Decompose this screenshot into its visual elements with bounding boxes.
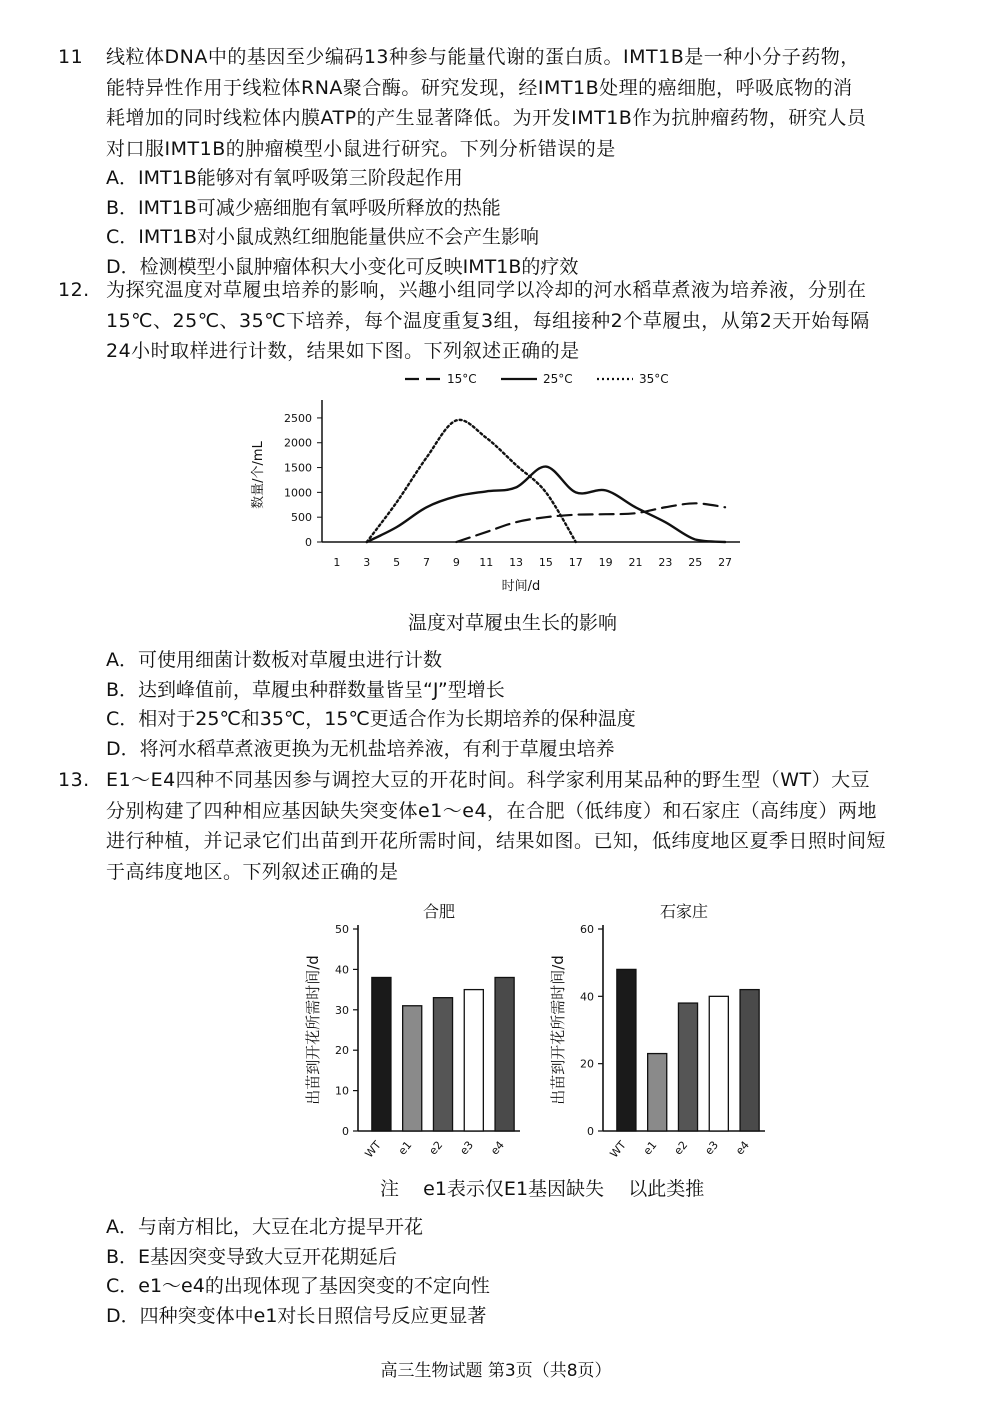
- bar-e1: [648, 1054, 667, 1131]
- option-d: D．检测模型小鼠肿瘤体积大小变化可反映IMT1B的疗效: [106, 255, 579, 278]
- y-tick-label: 0: [305, 536, 312, 549]
- x-tick-label: e1: [640, 1138, 660, 1158]
- bar-e4: [740, 990, 759, 1131]
- series-line-35°C: [367, 420, 576, 542]
- x-tick-label: e3: [457, 1138, 477, 1158]
- option-b: B．达到峰值前，草履虫种群数量皆呈“J”型增长: [106, 678, 505, 701]
- x-tick-label: 19: [598, 556, 613, 569]
- bar-e2: [433, 998, 452, 1131]
- chart-title: 合肥: [422, 902, 456, 921]
- x-axis-label: 时间/d: [501, 579, 541, 594]
- y-axis-label: 数量/个/mL: [251, 441, 266, 509]
- y-axis-label: 出苗到开花所需时间/d: [549, 955, 567, 1105]
- option-c: C．e1～e4的出现体现了基因突变的不定向性: [106, 1275, 490, 1297]
- series-line-15°C: [456, 503, 725, 542]
- y-tick-label: 20: [335, 1044, 349, 1058]
- question-11: [58, 42, 938, 282]
- x-tick-label: 17: [568, 556, 583, 569]
- question-line: 对口服IMT1B的肿瘤模型小鼠进行研究。下列分析错误的是: [106, 137, 616, 160]
- y-tick-label: 500: [291, 511, 312, 525]
- question-number: 13.: [58, 769, 90, 791]
- y-tick-label: 1000: [284, 486, 312, 500]
- y-tick-label: 20: [580, 1057, 594, 1071]
- y-axis-label: 出苗到开花所需时间/d: [304, 955, 322, 1105]
- option-d: D．将河水稻草煮液更换为无机盐培养液，有利于草履虫培养: [106, 737, 615, 760]
- bar-e3: [709, 996, 728, 1131]
- legend-label: 35°C: [639, 372, 669, 386]
- x-tick-label: 23: [658, 556, 673, 569]
- y-tick-label: 30: [335, 1003, 349, 1017]
- option-c: C．IMT1B对小鼠成熟红细胞能量供应不会产生影响: [106, 226, 539, 248]
- question-number: 12.: [58, 279, 90, 301]
- y-tick-label: 2000: [284, 436, 312, 450]
- x-tick-label: 1: [333, 556, 341, 569]
- y-tick-label: 60: [580, 923, 594, 936]
- line-chart: [240, 362, 760, 602]
- x-tick-label: 15: [538, 556, 553, 569]
- y-tick-label: 1500: [284, 461, 312, 475]
- chart-title: 石家庄: [659, 902, 709, 921]
- question-line: 11 线粒体DNA中的基因至少编码13种参与能量代谢的蛋白质。IMT1B是一种小分子药物，: [58, 42, 938, 73]
- question-13-options: [58, 1213, 938, 1331]
- x-tick-label: e3: [702, 1138, 722, 1158]
- x-tick-label: 27: [718, 556, 733, 569]
- y-tick-label: 0: [587, 1125, 594, 1138]
- option-d: D．四种突变体中e1对长日照信号反应更显著: [106, 1304, 487, 1327]
- option-c: C．相对于25℃和35℃，15℃更适合作为长期培养的保种温度: [106, 708, 636, 730]
- y-tick-label: 40: [335, 963, 349, 977]
- legend-label: 15°C: [447, 372, 477, 386]
- bar-chart-shijiazhuang: [545, 895, 775, 1165]
- bar-e3: [464, 990, 483, 1131]
- x-tick-label: e2: [671, 1138, 691, 1158]
- option-b: B．E基因突变导致大豆开花期延后: [106, 1245, 398, 1268]
- option-a: A．与南方相比，大豆在北方提早开花: [106, 1216, 423, 1238]
- question-12-options: [58, 646, 938, 764]
- bar-chart-hefei: [300, 895, 530, 1165]
- x-tick-label: 3: [363, 556, 371, 569]
- chart-note: 注 e1表示仅E1基因缺失 以此类推: [380, 1178, 705, 1200]
- option-b: B．IMT1B可减少癌细胞有氧呼吸所释放的热能: [106, 196, 501, 219]
- x-tick-label: 11: [479, 556, 494, 569]
- question-number: 11: [58, 46, 84, 68]
- question-line: 能特异性作用于线粒体RNA聚合酶。研究发现，经IMT1B处理的癌细胞，呼吸底物的消: [106, 76, 853, 99]
- question-line: 12. 为探究温度对草履虫培养的影响，兴趣小组同学以冷却的河水稻草煮液为培养液，分别在: [58, 275, 938, 306]
- bar-e2: [678, 1003, 697, 1131]
- question-line: 13. E1～E4四种不同基因参与调控大豆的开花时间。科学家利用某品种的野生型（WT）大豆: [58, 765, 938, 796]
- series-line-25°C: [367, 467, 725, 542]
- question-13: [58, 765, 938, 887]
- x-tick-label: e4: [488, 1138, 507, 1158]
- option-a: A．IMT1B能够对有氧呼吸第三阶段起作用: [106, 167, 463, 189]
- x-tick-label: 21: [628, 556, 643, 569]
- x-tick-label: WT: [362, 1138, 384, 1161]
- x-tick-label: 7: [423, 556, 430, 569]
- y-tick-label: 50: [335, 923, 349, 936]
- chart-caption: 温度对草履虫生长的影响: [408, 612, 618, 634]
- x-tick-label: 13: [509, 556, 524, 569]
- x-tick-label: 9: [452, 556, 460, 569]
- y-tick-label: 2500: [284, 411, 312, 425]
- x-tick-label: WT: [607, 1138, 629, 1161]
- bar-WT: [617, 969, 636, 1131]
- question-line: 15℃、25℃、35℃下培养，每个温度重复3组，每组接种2个草履虫，从第2天开始每隔: [106, 309, 870, 332]
- question-line: 分别构建了四种相应基因缺失突变体e1～e4，在合肥（低纬度）和石家庄（高纬度）两地: [106, 799, 878, 822]
- x-tick-label: 5: [393, 556, 401, 569]
- y-tick-label: 10: [335, 1084, 349, 1098]
- question-line: 耗增加的同时线粒体内膜ATP的产生显著降低。为开发IMT1B作为抗肿瘤药物，研究人员: [106, 107, 867, 129]
- x-tick-label: e2: [426, 1138, 446, 1158]
- y-tick-label: 0: [342, 1125, 349, 1138]
- bar-e4: [495, 977, 514, 1131]
- legend-label: 25°C: [543, 372, 573, 386]
- option-a: A．可使用细菌计数板对草履虫进行计数: [106, 649, 442, 671]
- page-footer: 高三生物试题 第3页（共8页）: [380, 1361, 612, 1381]
- question-line: 24小时取样进行计数，结果如下图。下列叙述正确的是: [106, 340, 580, 362]
- question-12: [58, 275, 938, 367]
- x-tick-label: 25: [688, 556, 703, 569]
- y-tick-label: 40: [580, 990, 594, 1004]
- question-line: 于高纬度地区。下列叙述正确的是: [106, 860, 399, 883]
- x-tick-label: e1: [395, 1138, 415, 1158]
- bar-e1: [403, 1006, 422, 1131]
- question-line: 进行种植，并记录它们出苗到开花所需时间，结果如图。已知，低纬度地区夏季日照时间短: [106, 830, 887, 852]
- x-tick-label: e4: [733, 1138, 752, 1158]
- bar-WT: [372, 977, 391, 1131]
